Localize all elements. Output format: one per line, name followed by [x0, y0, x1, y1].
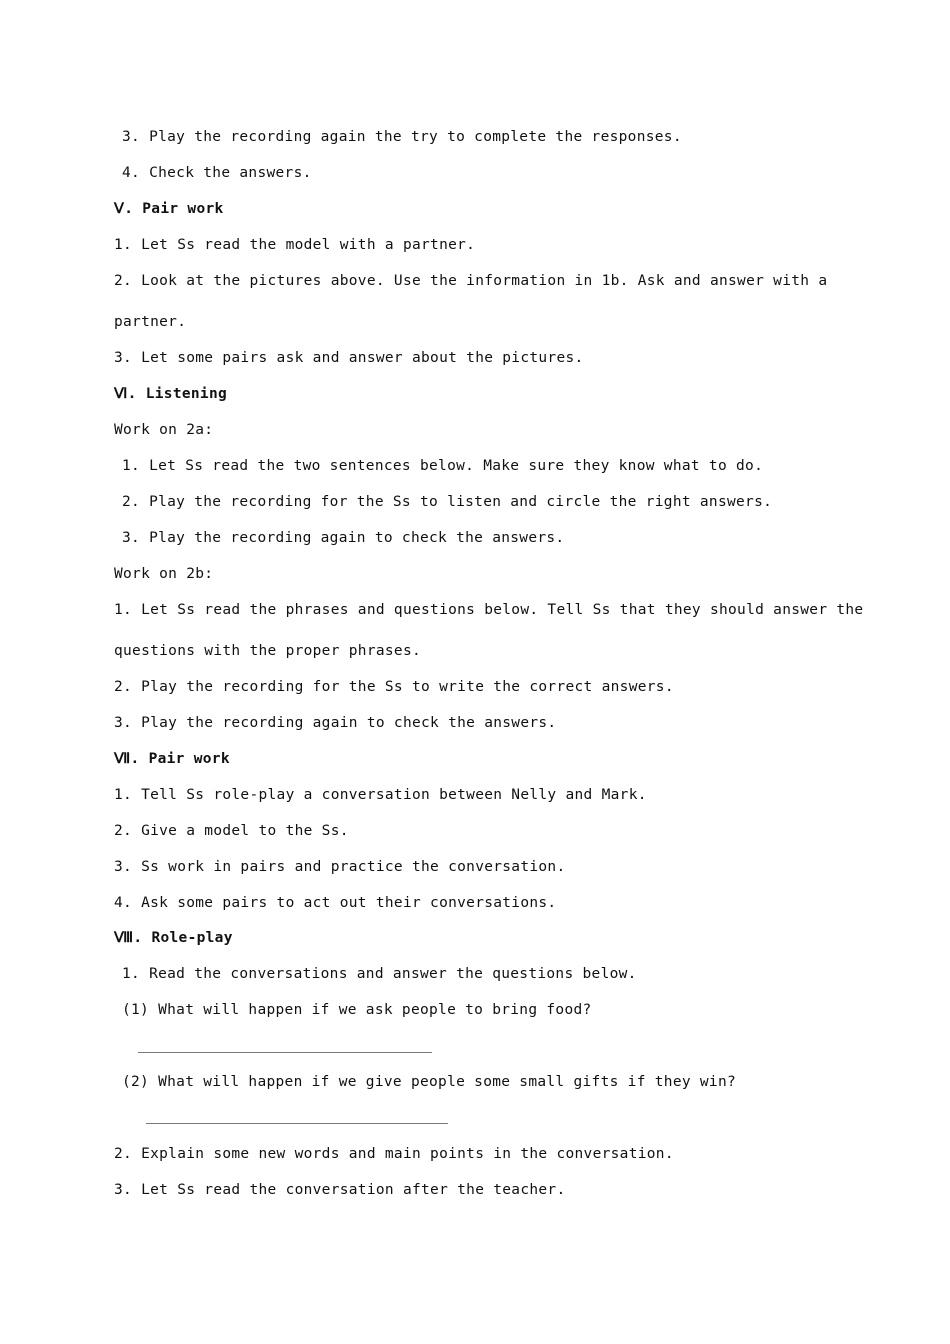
step-line: 2. Play the recording for the Ss to listen and circle the right answers. [122, 494, 773, 510]
step-line: 2. Explain some new words and main points in the conversation. [114, 1146, 674, 1162]
step-line: 4. Check the answers. [122, 165, 312, 181]
step-line: 3. Let some pairs ask and answer about the pictures. [114, 350, 584, 366]
step-line: 3. Play the recording again to check the answers. [122, 530, 565, 546]
subheading-2a: Work on 2a: [114, 422, 214, 438]
question-2: (2) What will happen if we give people some small gifts if they win? [122, 1074, 737, 1090]
step-line: 1. Let Ss read the phrases and questions below. Tell Ss that they should answer the [114, 602, 864, 618]
subheading-2b: Work on 2b: [114, 566, 214, 582]
step-line: 2. Play the recording for the Ss to write the correct answers. [114, 679, 674, 695]
answer-blank-2 [146, 1123, 448, 1124]
step-line: 3. Play the recording again the try to complete the responses. [122, 129, 682, 145]
step-line-continuation: questions with the proper phrases. [114, 643, 422, 659]
section-heading-pair-work-2: Ⅶ. Pair work [114, 751, 230, 767]
step-line: 1. Let Ss read the two sentences below. Make sure they know what to do. [122, 458, 764, 474]
step-line: 3. Ss work in pairs and practice the conversation. [114, 859, 566, 875]
section-heading-role-play: Ⅷ. Role-play [114, 930, 233, 946]
step-line: 4. Ask some pairs to act out their conversations. [114, 895, 557, 911]
step-line: 3. Play the recording again to check the answers. [114, 715, 557, 731]
step-line: 2. Give a model to the Ss. [114, 823, 349, 839]
step-line-continuation: partner. [114, 314, 187, 330]
answer-blank-1 [138, 1052, 432, 1053]
section-heading-pair-work: Ⅴ. Pair work [114, 201, 224, 217]
step-line: 1. Let Ss read the model with a partner. [114, 237, 476, 253]
step-line: 3. Let Ss read the conversation after the teacher. [114, 1182, 566, 1198]
step-line: 1. Tell Ss role-play a conversation between Nelly and Mark. [114, 787, 647, 803]
question-1: (1) What will happen if we ask people to bring food? [122, 1002, 592, 1018]
step-line: 2. Look at the pictures above. Use the information in 1b. Ask and answer with a [114, 273, 828, 289]
step-line: 1. Read the conversations and answer the questions below. [122, 966, 637, 982]
section-heading-listening: Ⅵ. Listening [114, 386, 228, 402]
